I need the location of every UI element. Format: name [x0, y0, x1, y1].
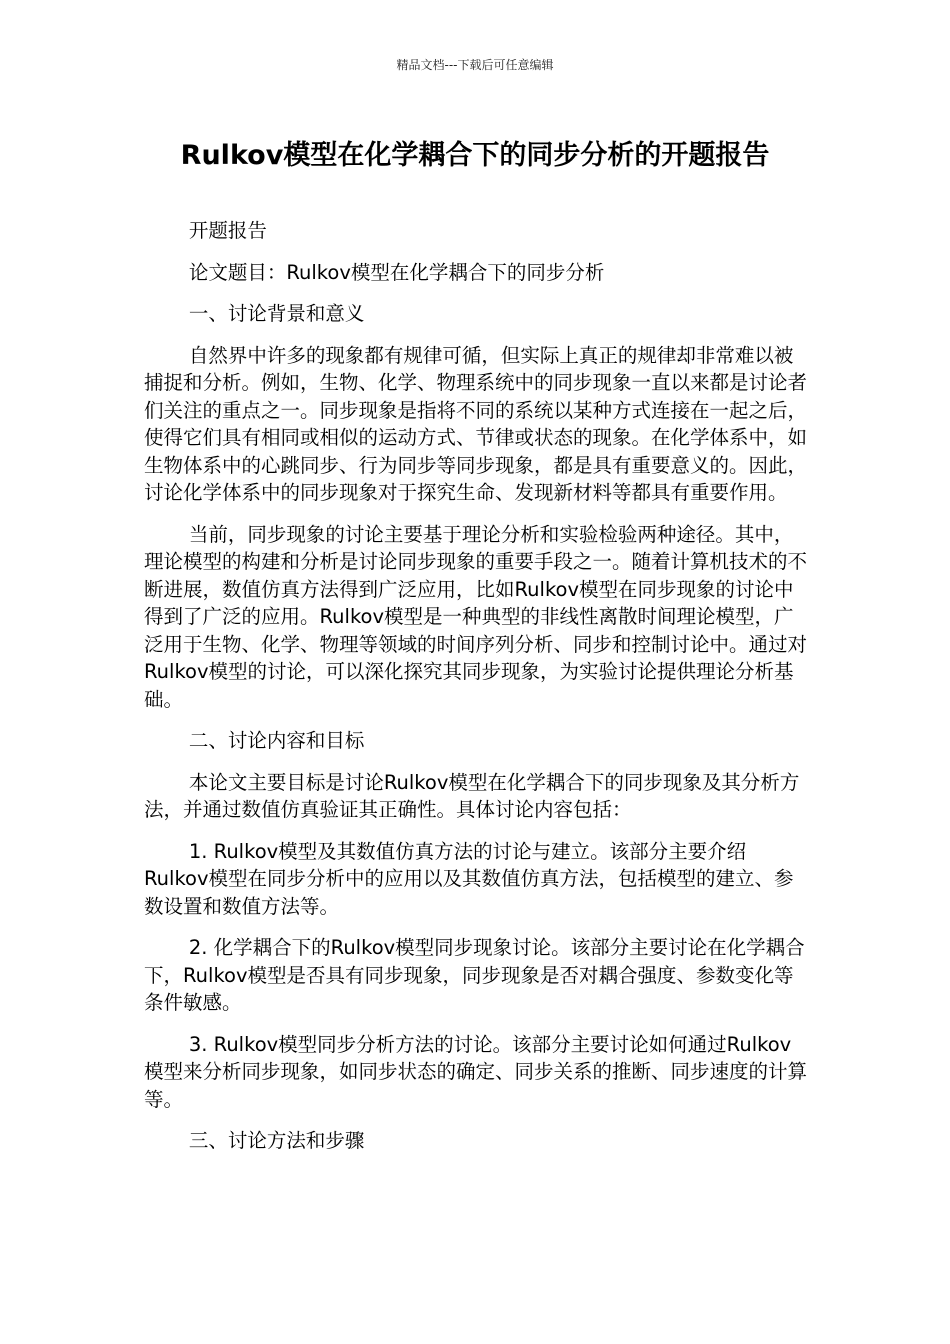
- report-label: 开题报告: [188, 219, 267, 242]
- page-header-watermark: 精品文档---下载后可任意编辑: [396, 58, 554, 72]
- paragraph-background-2: 当前，同步现象的讨论主要基于理论分析和实验检验两种途径。其中，理论模型的构建和分析是讨论同步现象的重要手段之一。随着计算机技术的不断进展，数值仿真方法得到广泛应用，比如Rulkov模型在同步现象的讨论中得到了广泛的应用。Rulkov模型是一种典型的非线性离散时间理论模型，广泛用于生物、化学、物理等领域的时间序列分析、同步和控制讨论中。通过对Rulkov模型的讨论，可以深化探究其同步现象，为实验讨论提供理论分析基础。: [144, 522, 808, 711]
- paragraph-content-intro: 本论文主要目标是讨论Rulkov模型在化学耦合下的同步现象及其分析方法，并通过数值仿真验证其正确性。具体讨论内容包括：: [144, 770, 800, 821]
- thesis-title: 论文题目：Rulkov模型在化学耦合下的同步分析: [188, 260, 605, 284]
- list-item-1: 1. Rulkov模型及其数值仿真方法的讨论与建立。该部分主要介绍Rulkov模型在同步分析中的应用以及其数值仿真方法，包括模型的建立、参数设置和数值方法等。: [144, 839, 794, 918]
- document-title: Rulkov模型在化学耦合下的同步分析的开题报告: [180, 140, 770, 171]
- document-body: [144, 217, 808, 1169]
- list-item-3: 3. Rulkov模型同步分析方法的讨论。该部分主要讨论如何通过Rulkov模型来分析同步现象，如同步状态的确定、同步关系的推断、同步速度的计算等。: [144, 1032, 808, 1111]
- section-heading-content-goals: 二、讨论内容和目标: [188, 729, 365, 752]
- section-heading-background: 一、讨论背景和意义: [188, 302, 365, 325]
- paragraph-background-1: 自然界中许多的现象都有规律可循，但实际上真正的规律却非常难以被捕捉和分析。例如，生物、化学、物理系统中的同步现象一直以来都是讨论者们关注的重点之一。同步现象是指将不同的系统以某种方式连接在一起之后，使得它们具有相同或相似的运动方式、节律或状态的现象。在化学体系中，如生物体系中的心跳同步、行为同步等同步现象，都是具有重要意义的。因此，讨论化学体系中的同步现象对于探究生命、发现新材料等都具有重要作用。: [144, 343, 808, 504]
- section-heading-methods: 三、讨论方法和步骤: [188, 1129, 365, 1152]
- list-item-2: 2. 化学耦合下的Rulkov模型同步现象讨论。该部分主要讨论在化学耦合下，Rulkov模型是否具有同步现象，同步现象是否对耦合强度、参数变化等条件敏感。: [144, 936, 805, 1014]
